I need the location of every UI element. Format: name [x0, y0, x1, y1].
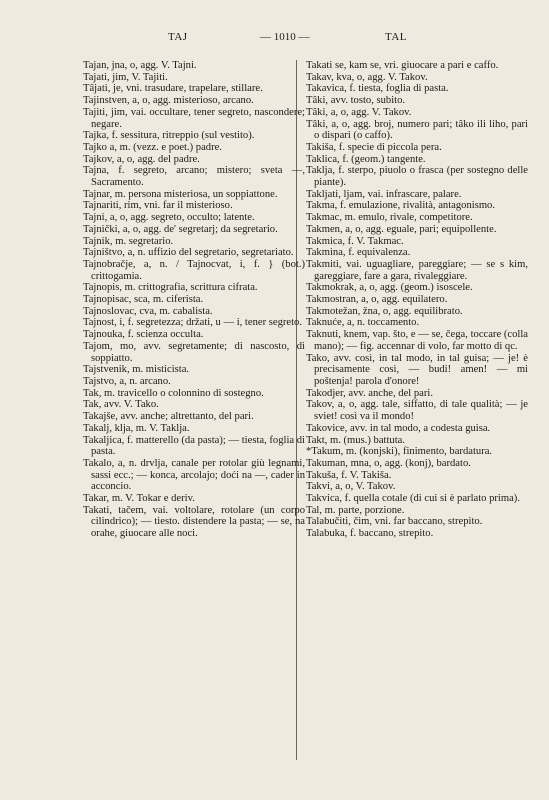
dictionary-entry: Takati se, kam se, vri. giuocare a pari e caffo. — [306, 60, 499, 71]
dictionary-entry: Tajnički, a, o, agg. de' segretarj; da segretario. — [83, 223, 278, 235]
dictionary-entry: Tajna, f. segreto, arcano; mistero; sveta —, Sacramento. — [83, 165, 305, 189]
dictionary-entry: Tajinstven, a, o, agg. misterioso, arcano. — [83, 95, 254, 107]
dictionary-entry: Tajnoslovac, cva, m. cabalista. — [83, 305, 213, 317]
left-guide-word: TAJ — [168, 31, 188, 43]
dictionary-entry: Taknuće, a, n. toccamento. — [306, 317, 420, 329]
dictionary-entry: Tako, avv. così, in tal modo, in tal guisa; — je! è precisamente così, — budi! amen! — mi poštenja! parola d'onore! — [306, 352, 528, 387]
dictionary-entry: Takt, m. (mus.) battuta. — [306, 434, 405, 446]
dictionary-entry: Takar, m. V. Tokar e deriv. — [83, 493, 195, 505]
dictionary-entry: Tajka, f. sessitura, ritreppio (sul vestito). — [83, 130, 255, 142]
page-header — [0, 31, 549, 53]
dictionary-entry: Tajnariti, rim, vni. far il misterioso. — [83, 200, 233, 212]
dictionary-entry: Takljati, ljam, vai. infrascare, palare. — [306, 188, 462, 200]
dictionary-entry: Tal, m. parte, porzione. — [306, 504, 405, 516]
dictionary-entry: Tajiti, jim, vai. occultare, tener segreto, nascondere; negare. — [83, 106, 305, 130]
dictionary-entry: Tajnopisac, sca, m. ciferista. — [83, 294, 204, 306]
dictionary-entry: Talabučiti, čim, vni. far baccano, strepito. — [306, 516, 483, 528]
page-number: — 1010 — — [260, 31, 310, 43]
dictionary-entry: Takmokrak, a, o, agg. (geom.) isoscele. — [306, 282, 473, 294]
dictionary-entry: Takati, tačem, vai. voltolare, rotolare (un corpo cilindrico); — tiesto. distendere la pasta; — se, na orahe, giuocare alle noci. — [83, 504, 305, 540]
dictionary-entry: Tajom, mo, avv. segretamente; di nascosto, di soppiatto. — [83, 340, 305, 364]
dictionary-entry: Takavica, f. tiesta, foglia di pasta. — [306, 83, 449, 95]
dictionary-entry: Tak, avv. V. Tako. — [83, 399, 159, 411]
dictionary-entry: *Takum, m. (konjski), finimento, bardatura. — [306, 446, 493, 458]
dictionary-entry: Tajni, a, o, agg. segreto, occulto; latente. — [83, 212, 255, 224]
dictionary-entry: Tajnar, m. persona misteriosa, un soppiattone. — [83, 188, 278, 200]
dictionary-entry: Takmen, a, o, agg. eguale, pari; equipollente. — [306, 223, 497, 235]
right-column — [306, 60, 528, 540]
dictionary-entry: Takav, kva, o, agg. V. Takov. — [306, 71, 428, 83]
dictionary-entry: Tajnopis, m. crittografia, scrittura cifrata. — [83, 282, 258, 294]
dictionary-entry: Tajnouka, f. scienza occulta. — [83, 329, 204, 341]
dictionary-entry: Takmostran, a, o, agg. equilatero. — [306, 294, 448, 306]
dictionary-entry: Takmotežan, žna, o, agg. equilibrato. — [306, 305, 463, 317]
dictionary-entry: Takmiti, vai. uguagliare, pareggiare; — se s kim, gareggiare, fare a gara, rivaleggiare. — [306, 258, 528, 282]
dictionary-entry: Tak, m. travicello o colonnino di sostegno. — [83, 387, 264, 399]
dictionary-entry: Taklica, f. (geom.) tangente. — [306, 153, 426, 165]
dictionary-entry: Tâjati, je, vni. trasudare, trapelare, stillare. — [83, 83, 263, 95]
dictionary-entry: Takodjer, avv. anche, del pari. — [306, 387, 433, 399]
dictionary-entry: Takiša, f. specie di piccola pera. — [306, 141, 442, 153]
dictionary-entry: Takalo, a, n. drvlja, canale per rotolar giù legnami, sassi ecc.; — konca, arcolajo; doći na —, cader in acconcio. — [83, 457, 305, 493]
dictionary-entry: Takajše, avv. anche; altrettanto, del pari. — [83, 411, 254, 423]
right-guide-word: TAL — [385, 31, 408, 43]
dictionary-entry: Tâki, avv. tosto, subito. — [306, 95, 406, 107]
dictionary-entry: Takvica, f. quella cotale (di cui si è parlato prima). — [306, 493, 520, 505]
dictionary-entry: Takma, f. emulazione, rivalità, antagonismo. — [306, 200, 496, 212]
dictionary-entry: Talabuka, f. baccano, strepito. — [306, 528, 434, 540]
dictionary-entry: Takmica, f. V. Takmac. — [306, 235, 404, 247]
dictionary-entry: Takalj, klja, m. V. Taklja. — [83, 422, 190, 434]
dictionary-entry: Tajnobračje, a, n. / Tajnocvat, i, f. } (bot.) crittogamia. — [83, 258, 305, 282]
dictionary-entry: Taknuti, knem, vap. što, e — se, čega, toccare (colla mano); — fig. accennar di volo, far motto di qc. — [306, 329, 528, 352]
dictionary-entry: Tajstvo, a, n. arcano. — [83, 375, 171, 387]
dictionary-entry: Takmac, m. emulo, rivale, competitore. — [306, 212, 473, 224]
dictionary-entry: Takuman, mna, o, agg. (konj), bardato. — [306, 457, 471, 469]
dictionary-entry: Takuša, f. V. Takiša. — [306, 469, 392, 481]
left-column — [83, 60, 305, 540]
dictionary-entry: Takmina, f. equivalenza. — [306, 247, 411, 259]
dictionary-entry: Tajnik, m. segretario. — [83, 235, 174, 247]
dictionary-entry: Takovice, avv. in tal modo, a codesta guisa. — [306, 422, 491, 434]
dictionary-entry: Takaljica, f. matterello (da pasta); — tiesta, foglia di pasta. — [83, 434, 305, 458]
dictionary-entry: Taklja, f. sterpo, piuolo o frasca (per sostegno delle piante). — [306, 165, 528, 189]
dictionary-entry: Tâki, a, o, agg. V. Takov. — [306, 106, 412, 118]
dictionary-entry: Tajništvo, a, n. uffizio del segretario, segretariato. — [83, 247, 294, 259]
dictionary-entry: Takov, a, o, agg. tale, siffatto, di tale qualità; — je sviet! così va il mondo! — [306, 399, 528, 423]
dictionary-entry: Tajnost, i, f. segretezza; držati, u — i, tener segreto. — [83, 317, 302, 329]
dictionary-entry: Tajan, jna, o, agg. V. Tajni. — [83, 60, 197, 71]
dictionary-entry: Tâki, a, o, agg. broj, numero pari; tâko ili liho, pari o dispari (o caffo). — [306, 118, 528, 142]
dictionary-entry: Takvi, a, o, V. Takov. — [306, 481, 396, 493]
dictionary-entry: Tajko a, m. (vezz. e poet.) padre. — [83, 141, 222, 153]
dictionary-entry: Tajati, jim, V. Tajiti. — [83, 71, 168, 83]
dictionary-entry: Tajstvenik, m. misticista. — [83, 364, 190, 376]
dictionary-entry: Tajkov, a, o, agg. del padre. — [83, 153, 200, 165]
